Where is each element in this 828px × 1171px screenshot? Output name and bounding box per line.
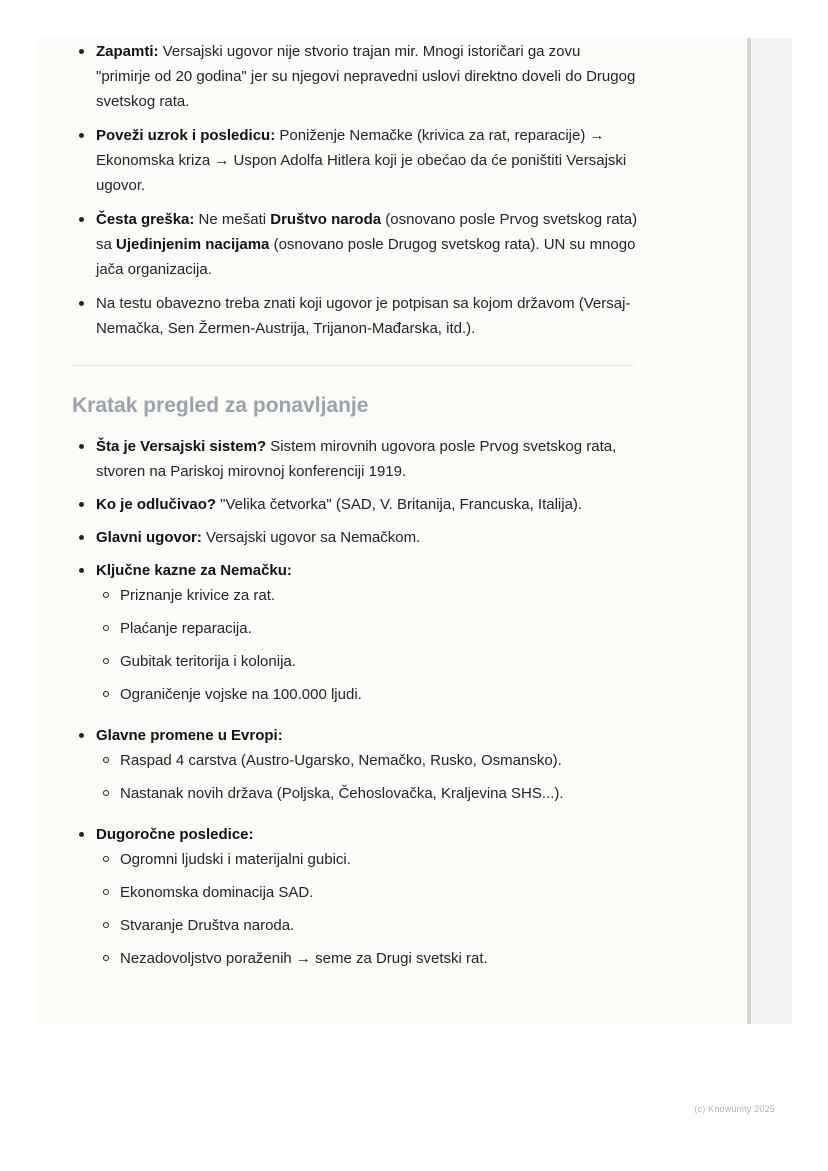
sub-list — [96, 583, 638, 707]
list-item — [72, 492, 638, 517]
sub-list-item: Priznanje krivice za rat. — [96, 583, 638, 608]
list-item — [72, 434, 638, 484]
item-text: "Velika četvorka" (SAD, V. Britanija, Francuska, Italija). — [216, 496, 583, 513]
sub-list-item: Nastanak novih država (Poljska, Čehoslovačka, Kraljevina SHS...). — [96, 781, 638, 806]
item-label: Ključne kazne za Nemačku: — [96, 562, 292, 579]
item-label: Dugoročne posledice: — [96, 826, 254, 843]
list-item — [72, 291, 638, 341]
sub-list — [96, 847, 638, 971]
sub-list-item: Gubitak teritorija i kolonija. — [96, 649, 638, 674]
section-divider — [72, 365, 634, 366]
sub-list-item: Stvaranje Društva naroda. — [96, 913, 638, 938]
tip-text: Na testu obavezno treba znati koji ugovor je potpisan sa kojom državom (Versaj-Nemačka, Sen Žermen-Austrija, Trijanon-Mađarska, itd.). — [96, 295, 631, 337]
tip-emphasis: Društvo naroda — [270, 211, 382, 228]
tip-label: Zapamti: — [96, 43, 159, 60]
list-item — [72, 558, 638, 707]
tip-text: (osnovano posle Prvog svetskog rata) sa — [96, 211, 638, 253]
side-pane — [751, 38, 792, 1024]
item-label: Glavni ugovor: — [96, 529, 202, 546]
list-item — [72, 525, 638, 550]
tips-section — [72, 38, 638, 341]
review-heading: Kratak pregled za ponavljanje — [72, 394, 369, 417]
tips-list — [72, 39, 638, 341]
list-item — [72, 39, 638, 114]
item-text: Sistem mirovnih ugovora posle Prvog svetskog rata, stvoren na Pariskoj mirovnoj konferenciji 1919. — [96, 438, 617, 480]
list-item — [72, 822, 638, 971]
sub-list — [96, 748, 638, 806]
tip-label: Poveži uzrok i posledicu: — [96, 127, 276, 144]
sub-list-item: Plaćanje reparacija. — [96, 616, 638, 641]
review-list — [72, 434, 638, 971]
tip-text: Versajski ugovor nije stvorio trajan mir. Mnogi istoričari ga zovu "primirje od 20 godina" jer su njegovi nepravedni uslovi direktno doveli do Drugog svetskog rata. — [96, 43, 636, 110]
list-item — [72, 723, 638, 806]
tip-text: Poniženje Nemačke (krivica za rat, reparacije) → Ekonomska kriza → Uspon Adolfa Hitlera koji je obećao da će poništiti Versajski ugovor. — [96, 127, 627, 194]
item-text: Versajski ugovor sa Nemačkom. — [201, 529, 421, 546]
copyright-footer: (c) Knowunity 2025 — [694, 1104, 775, 1114]
list-item — [72, 207, 638, 282]
item-label: Šta je Versajski sistem? — [96, 438, 267, 455]
item-label: Glavne promene u Evropi: — [96, 727, 283, 744]
list-item — [72, 123, 638, 198]
sub-list-item: Ograničenje vojske na 100.000 ljudi. — [96, 682, 638, 707]
item-label: Ko je odlučivao? — [96, 496, 217, 513]
sub-list-item: Ogromni ljudski i materijalni gubici. — [96, 847, 638, 872]
sub-list-item: Ekonomska dominacija SAD. — [96, 880, 638, 905]
tip-label: Česta greška: — [96, 211, 195, 228]
sub-list-item: Nezadovoljstvo poraženih → seme za Drugi svetski rat. — [96, 946, 638, 971]
tip-text: (osnovano posle Drugog svetskog rata). UN su mnogo jača organizacija. — [96, 236, 636, 278]
sub-list-item: Raspad 4 carstva (Austro-Ugarsko, Nemačko, Rusko, Osmansko). — [96, 748, 638, 773]
tip-emphasis: Ujedinjenim nacijama — [116, 236, 270, 253]
tip-text: Ne mešati — [194, 211, 271, 228]
review-section — [72, 434, 638, 971]
